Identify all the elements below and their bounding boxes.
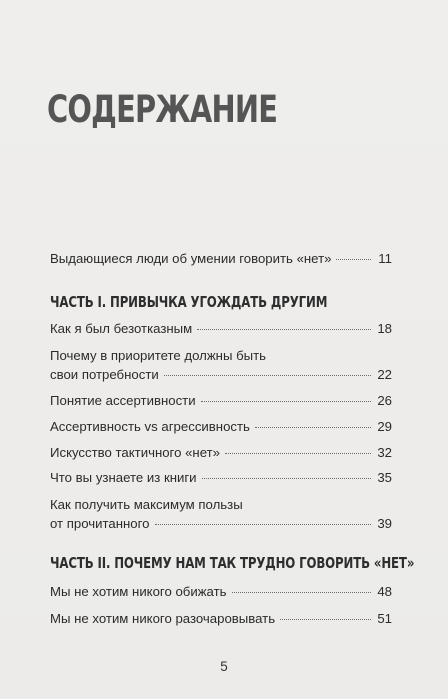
toc-entry-text: Как получить максимум пользы <box>50 497 243 512</box>
dot-leader <box>197 329 371 330</box>
dot-leader <box>255 427 371 428</box>
page-number: 5 <box>220 659 228 674</box>
toc-entry <box>50 443 392 462</box>
toc-entry <box>50 582 392 601</box>
dot-leader <box>164 375 371 376</box>
toc-page-number: 35 <box>377 470 392 485</box>
dot-leader <box>155 524 372 525</box>
toc-entry-text: Выдающиеся люди об умении говорить «нет» <box>50 251 332 266</box>
toc-entry-text: Понятие ассертивности <box>50 393 196 408</box>
toc-page-number: 32 <box>377 445 392 460</box>
part-2-heading: ЧАСТЬ II. ПОЧЕМУ НАМ ТАК ТРУДНО ГОВОРИТЬ «НЕТ» <box>50 554 415 572</box>
toc-page-number: 18 <box>377 321 392 336</box>
toc-page-number: 22 <box>377 367 392 382</box>
toc-entry-text: Искусство тактичного «нет» <box>50 445 220 460</box>
dot-leader <box>336 259 371 260</box>
toc-entry <box>50 346 392 384</box>
toc-page-number: 26 <box>377 393 392 408</box>
toc-page-number: 51 <box>377 611 392 626</box>
toc-entry-text: Как я был безотказным <box>50 321 193 336</box>
toc-entry <box>50 391 392 410</box>
toc-entry <box>50 495 392 533</box>
toc-page-number: 39 <box>377 516 392 531</box>
contents-title: СОДЕРЖАНИЕ <box>47 88 278 131</box>
dot-leader <box>225 453 371 454</box>
toc-entry <box>50 319 392 338</box>
part-1-heading: ЧАСТЬ I. ПРИВЫЧКА УГОЖДАТЬ ДРУГИМ <box>50 293 328 311</box>
toc-entry-text: Почему в приоритете должны быть <box>50 348 267 363</box>
dot-leader <box>202 478 371 479</box>
dot-leader <box>232 592 372 593</box>
toc-entry <box>50 417 392 436</box>
toc-page-number: 48 <box>377 584 392 599</box>
toc-entry-intro <box>50 249 392 268</box>
dot-leader <box>280 619 371 620</box>
toc-entry-text: Что вы узнаете из книги <box>50 470 197 485</box>
toc-entry-text-continued: от прочитанного <box>50 516 150 531</box>
toc-entry-text: Мы не хотим никого разочаровывать <box>50 611 276 626</box>
toc-entry <box>50 609 392 628</box>
toc-entry-text: Мы не хотим никого обижать <box>50 584 227 599</box>
toc-page-number: 29 <box>377 419 392 434</box>
toc-entry-text: Ассертивность vs агрессивность <box>50 419 250 434</box>
toc-entry-text-continued: свои потребности <box>50 367 159 382</box>
toc-page-number: 11 <box>378 251 392 266</box>
dot-leader <box>201 401 371 402</box>
toc-entry <box>50 468 392 487</box>
